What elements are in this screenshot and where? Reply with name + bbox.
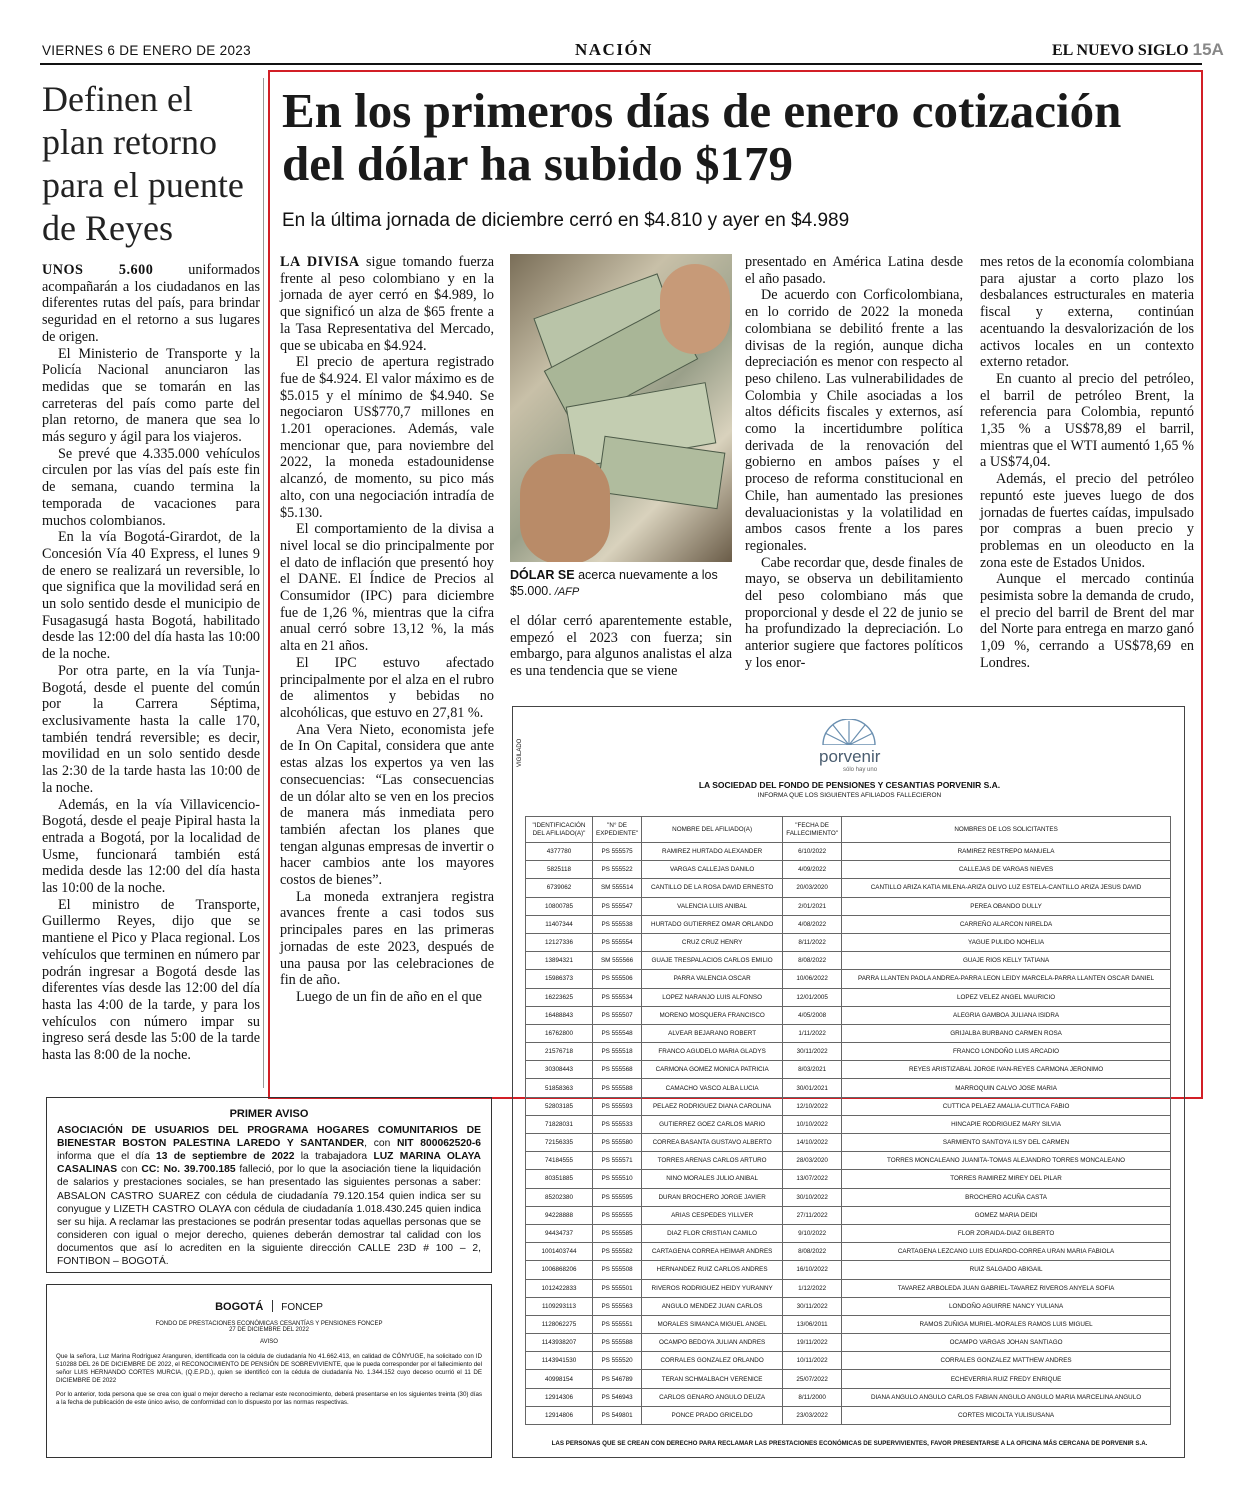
table-cell: MORALES SIMANCA MIGUEL ANGEL	[642, 1315, 783, 1333]
table-cell: 13/07/2022	[783, 1170, 842, 1188]
table-cell: 40998154	[526, 1370, 593, 1388]
main-col-3	[745, 254, 963, 672]
hand-shape	[520, 454, 610, 562]
table-cell: 30/11/2022	[783, 1297, 842, 1315]
table-row	[526, 1043, 1171, 1061]
table-cell: ANGULO MENDEZ JUAN CARLOS	[642, 1297, 783, 1315]
table-cell: TORRES MONCALEANO JUANITA-TOMAS ALEJANDRO TORRES MONCALEANO	[842, 1152, 1171, 1170]
table-cell: 15986373	[526, 970, 593, 988]
hand-shape	[660, 264, 730, 354]
table-cell: MORENO MOSQUERA FRANCISCO	[642, 1006, 783, 1024]
table-cell: 21576718	[526, 1043, 593, 1061]
table-cell: 9/10/2022	[783, 1224, 842, 1242]
table-row	[526, 952, 1171, 970]
table-cell: 12/01/2005	[783, 988, 842, 1006]
table-cell: HINCAPIE RODRIGUEZ MARY SILVIA	[842, 1115, 1171, 1133]
table-cell: CARTAGENA LEZCANO LUIS EDUARDO-CORREA URAN MARIA FABIOLA	[842, 1243, 1171, 1261]
table-cell: 13/06/2011	[783, 1315, 842, 1333]
main-p3: El comportamiento de la divisa a nivel local se dio principalmente por el dato de inflación que presentó hoy el DANE. El Índice de Precios al Consumidor (IPC) para diciembre fue de 1,26 %, mientras que la cifra anual cerró sobre 13,12 %, la más alta en 21 años.	[280, 521, 494, 655]
col-expediente: "N° DE EXPEDIENTE"	[593, 817, 642, 843]
table-cell: ARIAS CESPEDES YILLVER	[642, 1206, 783, 1224]
table-row	[526, 1224, 1171, 1242]
table-cell: 85202380	[526, 1188, 593, 1206]
left-story-p4: En la vía Bogotá-Girardot, de la Concesión Vía 40 Express, el lunes 9 de enero se realizará un reversible, lo que significa que la movilidad será en un solo sentido desde el municipio de Fusagasugá hasta Bogotá, habilitado desde las 12:00 del día hasta las 10:00 de la noche.	[42, 529, 260, 663]
table-cell: CARTAGENA CORREA HEIMAR ANDRES	[642, 1243, 783, 1261]
table-cell: CANTILLO DE LA ROSA DAVID ERNESTO	[642, 879, 783, 897]
table-cell: PS 555580	[593, 1134, 642, 1152]
table-cell: CANTILLO ARIZA KATIA MILENA-ARIZA OLIVO LUZ ESTELA-CANTILLO ARIZA JESUS DAVID	[842, 879, 1171, 897]
table-cell: OCAMPO BEDOYA JULIAN ANDRES	[642, 1334, 783, 1352]
table-row	[526, 1097, 1171, 1115]
table-cell: CAMACHO VASCO ALBA LUCIA	[642, 1079, 783, 1097]
table-cell: HERNANDEZ RUIZ CARLOS ANDRES	[642, 1261, 783, 1279]
table-cell: 74184555	[526, 1152, 593, 1170]
table-cell: PS 546789	[593, 1370, 642, 1388]
table-cell: 1/12/2022	[783, 1279, 842, 1297]
table-cell: 80351885	[526, 1170, 593, 1188]
table-cell: 10/10/2022	[783, 1115, 842, 1133]
table-cell: PEREA OBANDO DULLY	[842, 897, 1171, 915]
table-cell: PS 555554	[593, 933, 642, 951]
left-story-p7: El ministro de Transporte, Guillermo Reyes, dijo que se mantiene el Pico y Placa regional. Los vehículos que terminen en número par podrán ingresar a Bogotá desde las diferentes vías desde las 12:00 del día hasta las 4:00 de la tarde, y para los vehículos con número impar su ingreso será desde las 5:00 de la tarde hasta las 8:00 de la noche.	[42, 896, 260, 1064]
table-cell: SM 555566	[593, 952, 642, 970]
col-id: "IDENTIFICACIÓN DEL AFILIADO(A)"	[526, 817, 593, 843]
table-cell: PS 555568	[593, 1061, 642, 1079]
table-cell: PS 555571	[593, 1152, 642, 1170]
table-cell: GOMEZ MARIA DEIDI	[842, 1206, 1171, 1224]
table-row	[526, 1024, 1171, 1042]
aviso-cc: CC: No. 39.700.185	[141, 1164, 236, 1176]
table-row	[526, 1261, 1171, 1279]
table-cell: PS 555588	[593, 1079, 642, 1097]
table-cell: 8/08/2022	[783, 952, 842, 970]
table-cell: PS 549801	[593, 1406, 642, 1424]
table-cell: 10800785	[526, 897, 593, 915]
table-cell: 4/09/2022	[783, 861, 842, 879]
section-title: NACIÓN	[575, 40, 653, 59]
table-cell: 8/11/2022	[783, 933, 842, 951]
foncep-aviso	[46, 1284, 492, 1458]
table-header-row	[526, 817, 1171, 843]
table-cell: PS 555582	[593, 1243, 642, 1261]
table-cell: PELAEZ RODRIGUEZ DIANA CAROLINA	[642, 1097, 783, 1115]
table-row	[526, 1297, 1171, 1315]
left-story-p1-text: uniformados acompañarán a los ciudadanos en las diferentes rutas del país, para brindar seguridad en el retorno a sus lugares de origen.	[42, 262, 260, 345]
table-cell: CARREÑO ALARCON NIRELDA	[842, 915, 1171, 933]
table-cell: DURAN BROCHERO JORGE JAVIER	[642, 1188, 783, 1206]
table-cell: 12914306	[526, 1388, 593, 1406]
left-story-p5: Por otra parte, en la vía Tunja-Bogotá, desde el puente del común por la Carrera Séptima, exclusivamente hasta la calle 170, también tendrá reversible; es decir, movilidad en un solo sentido desde las 2:30 de la tarde hasta las 10:00 de la noche.	[42, 662, 260, 796]
table-cell: RAMOS ZUÑIGA MURIEL-MORALES RAMOS LUIS MIGUEL	[842, 1315, 1171, 1333]
dollar-photo	[510, 254, 732, 562]
table-cell: TORRES ARENAS CARLOS ARTURO	[642, 1152, 783, 1170]
table-row	[526, 1315, 1171, 1333]
table-row	[526, 1279, 1171, 1297]
table-cell: CORRALES GONZALEZ ORLANDO	[642, 1352, 783, 1370]
table-cell: 6739062	[526, 879, 593, 897]
table-cell: 1109293113	[526, 1297, 593, 1315]
table-cell: ALEGRIA GAMBOA JULIANA ISIDRA	[842, 1006, 1171, 1024]
table-cell: CORREA BASANTA GUSTAVO ALBERTO	[642, 1134, 783, 1152]
table-row	[526, 1388, 1171, 1406]
table-cell: 10/06/2022	[783, 970, 842, 988]
col-nombre: NOMBRE DEL AFILIADO(A)	[642, 817, 783, 843]
table-cell: 16223625	[526, 988, 593, 1006]
table-cell: 11407344	[526, 915, 593, 933]
foncep-date: 27 DE DICIEMBRE DEL 2022	[229, 1327, 309, 1333]
table-cell: 28/03/2020	[783, 1152, 842, 1170]
table-cell: PS 546943	[593, 1388, 642, 1406]
table-cell: PS 555501	[593, 1279, 642, 1297]
table-cell: GUAJE RIOS KELLY TATIANA	[842, 952, 1171, 970]
main-p4: El IPC estuvo afectado principalmente por el alza en el rubro de alimentos y bebidas no alcohólicas, que estuvo en 27,81 %.	[280, 654, 494, 721]
main-c4-p3: Aunque el mercado continúa pesimista sobre la demanda de crudo, el precio del barril de Brent del mar del Norte para entrega en marzo ganó 1,09 %, cerrando a US$78,69 en Londres.	[980, 571, 1194, 671]
foncep-body-2: Por lo anterior, toda persona que se crea con igual o mejor derecho a reclamar este reconocimiento, deberá presentarse en los siguientes treinta (30) días a la fecha de publicación de este único aviso, de conformidad con lo dispuesto por las normas respectivas.	[56, 1391, 482, 1406]
table-cell: 30308443	[526, 1061, 593, 1079]
aviso-text: falleció, por lo que la asociación tiene la liquidación de salarios y prestaciones sociales, se han presentado las siguientes personas a saber: ABSALON CASTRO SUAREZ con cédula de ciudadanía 79.120.154 quien indica ser su conyugue y LIZETH CASTRO OLAYA con cédula de ciudadanía 1.018.430.245 quien indica ser su hija. A reclamar las prestaciones se podrán presentar todas aquellas personas que se consideren con igual o mejor derecho, quienes deberán demostrar tal calidad con los documentos que así lo acrediten en la siguiente dirección CALLE 23D # 100 – 2, FONTIBON – BOGOTÁ.	[57, 1164, 481, 1268]
table-cell: VALENCIA LUIS ANIBAL	[642, 897, 783, 915]
table-cell: 12127336	[526, 933, 593, 951]
main-p5: Ana Vera Nieto, economista jefe de In On Capital, considera que ante estas alzas los expertos ya ven las consecuencias: “Las consecuencias de un dólar alto se ven en los precios de manera más inmediata pero también afectan los planes que tengan algunas empresas de invertir o hacer cambios ante los mayores costos de bienes”.	[280, 721, 494, 889]
aviso-title: PRIMER AVISO	[229, 1108, 309, 1120]
table-row	[526, 1334, 1171, 1352]
table-cell: PS 555520	[593, 1352, 642, 1370]
table-cell: SM 555514	[593, 879, 642, 897]
left-story-headline: Definen el plan retorno para el puente de Reyes	[42, 79, 244, 248]
table-row	[526, 1206, 1171, 1224]
caption-bold: DÓLAR SE	[510, 568, 575, 582]
main-col-4	[980, 254, 1194, 672]
foncep-title: FONDO DE PRESTACIONES ECONÓMICAS CESANTÍAS Y PENSIONES FONCEP	[155, 1321, 383, 1327]
table-cell: CUTTICA PELAEZ AMALIA-CUTTICA FABIO	[842, 1097, 1171, 1115]
aviso-text: , con	[364, 1138, 397, 1150]
table-cell: PARRA LLANTEN PAOLA ANDREA-PARRA LEON LEIDY MARCELA-PARRA LLANTEN OSCAR DANIEL	[842, 970, 1171, 988]
table-cell: 12/10/2022	[783, 1097, 842, 1115]
table-cell: TORRES RAMIREZ MIREY DEL PILAR	[842, 1170, 1171, 1188]
table-cell: YAGUE PULIDO NOHELIA	[842, 933, 1171, 951]
table-cell: PS 555548	[593, 1024, 642, 1042]
main-c4-p2: Además, el precio del petróleo repuntó este jueves luego de dos jornadas de fuertes caídas, impulsado por compras a buen precio y problemas en un oleoducto en la zona este de Estados Unidos.	[980, 471, 1194, 571]
porvenir-tagline: sólo hay uno	[843, 767, 878, 773]
table-cell: CRUZ CRUZ HENRY	[642, 933, 783, 951]
table-cell: PS 555522	[593, 861, 642, 879]
table-cell: TERAN SCHMALBACH VERENICE	[642, 1370, 783, 1388]
table-cell: DIAZ FLOR CRISTIAN CAMILO	[642, 1224, 783, 1242]
table-cell: PS 555563	[593, 1297, 642, 1315]
table-cell: 14/10/2022	[783, 1134, 842, 1152]
vigilado-label: VIGILADO	[517, 738, 523, 767]
table-cell: 23/03/2022	[783, 1406, 842, 1424]
left-story-p3: Se prevé que 4.335.000 vehículos circulen por las vías del país este fin de semana, cuando termina la temporada de vacaciones para muchos colombianos.	[42, 445, 260, 529]
table-cell: 16762800	[526, 1024, 593, 1042]
table-cell: 4/05/2008	[783, 1006, 842, 1024]
table-cell: BROCHERO ACUÑA CASTA	[842, 1188, 1171, 1206]
table-cell: PS 555547	[593, 897, 642, 915]
left-story-body	[42, 262, 260, 1064]
table-row	[526, 1115, 1171, 1133]
table-cell: LOPEZ VELEZ ANGEL MAURICIO	[842, 988, 1171, 1006]
table-cell: 1143938207	[526, 1334, 593, 1352]
table-cell: PS 555518	[593, 1043, 642, 1061]
table-cell: 12914806	[526, 1406, 593, 1424]
table-cell: 1012422833	[526, 1279, 593, 1297]
table-cell: CORRALES GONZALEZ MATTHEW ANDRES	[842, 1352, 1171, 1370]
table-cell: CALLEJAS DE VARGAS NIEVES	[842, 861, 1171, 879]
table-cell: RAMIREZ HURTADO ALEXANDER	[642, 843, 783, 861]
table-cell: FRANCO AGUDELO MARIA GLADYS	[642, 1043, 783, 1061]
table-cell: PS 555506	[593, 970, 642, 988]
caption-text: acerca nuevamente a los $5.000.	[510, 568, 718, 598]
table-cell: PONCE PRADO GRICELDO	[642, 1406, 783, 1424]
table-cell: ECHEVERRIA RUIZ FREDY ENRIQUE	[842, 1370, 1171, 1388]
table-cell: 8/03/2021	[783, 1061, 842, 1079]
table-cell: 72156335	[526, 1134, 593, 1152]
main-lead: LA DIVISA	[280, 254, 360, 270]
table-cell: RUIZ SALGADO ABIGAIL	[842, 1261, 1171, 1279]
table-cell: 16488843	[526, 1006, 593, 1024]
table-cell: PS 555538	[593, 915, 642, 933]
table-row	[526, 1061, 1171, 1079]
table-cell: NINO MORALES JULIO ANIBAL	[642, 1170, 783, 1188]
main-col-2	[510, 613, 732, 680]
table-cell: SARMIENTO SANTOYA ILSY DEL CARMEN	[842, 1134, 1171, 1152]
table-cell: ALVEAR BEJARANO ROBERT	[642, 1024, 783, 1042]
porvenir-ad	[512, 706, 1185, 1458]
table-cell: PS 555588	[593, 1334, 642, 1352]
table-cell: 2/01/2021	[783, 897, 842, 915]
table-cell: GRIJALBA BURBANO CARMEN ROSA	[842, 1024, 1171, 1042]
table-row	[526, 915, 1171, 933]
main-p1	[280, 254, 494, 354]
table-row	[526, 1243, 1171, 1261]
left-story-lead: UNOS 5.600	[42, 262, 154, 278]
logo-divider	[272, 1300, 273, 1312]
table-cell: 19/11/2022	[783, 1334, 842, 1352]
table-cell: GUAJE TRESPALACIOS CARLOS EMILIO	[642, 952, 783, 970]
primer-aviso	[46, 1097, 492, 1273]
table-cell: TAVAREZ ARBOLEDA JUAN GABRIEL-TAVAREZ RIVEROS ANYELA SOFIA	[842, 1279, 1171, 1297]
col-solicitantes: NOMBRES DE LOS SOLICITANTES	[842, 817, 1171, 843]
table-cell: GUTIERREZ GOEZ CARLOS MARIO	[642, 1115, 783, 1133]
foncep-aviso-label: AVISO	[260, 1339, 278, 1345]
table-cell: CARMONA GOMEZ MONICA PATRICIA	[642, 1061, 783, 1079]
table-cell: 1/11/2022	[783, 1024, 842, 1042]
aviso-date: 13 de septiembre de 2022	[156, 1151, 295, 1163]
table-cell: 20/03/2020	[783, 879, 842, 897]
table-cell: PS 555510	[593, 1170, 642, 1188]
table-cell: PS 555551	[593, 1315, 642, 1333]
main-c3-p1: De acuerdo con Corficolombiana, en lo corrido de 2022 la moneda colombiana se debilitó frente a las divisas de la región, aunque dicha depreciación es menor con respecto al peso chileno. Las vulnerabilidades de Colombia y Chile asociadas a los altos déficits fiscales y externos, así como la incertidumbre política derivada de la renovación del gobierno en ambos países y el proceso de reforma constitucional en Chile, han aumentado las presiones devaluacionistas y la volatilidad en ambos casos frente a los pares regionales.	[745, 287, 963, 554]
table-cell: CORTES MICOLTA YULISUSANA	[842, 1406, 1171, 1424]
table-row	[526, 1152, 1171, 1170]
aviso-text: con	[117, 1164, 142, 1176]
caption-credit: /AFP	[551, 586, 580, 598]
table-cell: PS 555585	[593, 1224, 642, 1242]
column-rule	[263, 78, 264, 1088]
table-row	[526, 1188, 1171, 1206]
table-row	[526, 861, 1171, 879]
table-row	[526, 1370, 1171, 1388]
left-story-p1	[42, 262, 260, 346]
table-cell: 1143941530	[526, 1352, 593, 1370]
aviso-body	[57, 1124, 481, 1268]
main-c2-p1: el dólar cerró aparentemente estable, empezó el 2023 con fuerza; sin embargo, para algunos analistas el alza es una tendencia que se viene	[510, 613, 732, 680]
deceased-table	[525, 816, 1171, 1425]
table-cell: 4377780	[526, 843, 593, 861]
main-p7: Luego de un fin de año en el que	[296, 988, 482, 1005]
header-rule	[40, 63, 1202, 65]
table-cell: 30/01/2021	[783, 1079, 842, 1097]
table-cell: PS 555533	[593, 1115, 642, 1133]
porvenir-logo: porvenir	[819, 747, 881, 766]
table-row	[526, 843, 1171, 861]
main-p6: La moneda extranjera registra avances frente a casi todos sus principales pares en las primeras jornadas de este 2023, después de una pausa por las celebraciones de fin de año.	[280, 888, 494, 989]
photo-caption	[510, 567, 732, 600]
table-cell: PARRA VALENCIA OSCAR	[642, 970, 783, 988]
main-c4-p1: En cuanto al precio del petróleo, el barril de petróleo Brent, la referencia para Colombia, repuntó 1,35 % a US$78,89 el barril, mientras que el WTI aumentó 1,65 % a US$74,04.	[980, 370, 1194, 471]
masthead-name: EL NUEVO SIGLO	[1052, 42, 1189, 59]
main-c3-p2: Cabe recordar que, desde finales de mayo, se observa un debilitamiento del peso colombiano más que proporcional y desde el 22 de junio se ha profundizado la depreciación. Lo anterior sugiere que factores políticos y los enor-	[745, 554, 963, 671]
table-cell: 1001403744	[526, 1243, 593, 1261]
table-body	[526, 843, 1171, 1425]
table-cell: DIANA ANGULO ANGULO CARLOS FABIAN ANGULO ANGULO MARIA MARCELINA ANGULO	[842, 1388, 1171, 1406]
bill-shape	[597, 436, 726, 509]
table-cell: PS 555534	[593, 988, 642, 1006]
table-cell: 94434737	[526, 1224, 593, 1242]
table-row	[526, 897, 1171, 915]
table-cell: RIVEROS RODRIGUEZ HEIDY YURANNY	[642, 1279, 783, 1297]
table-cell: 8/08/2022	[783, 1243, 842, 1261]
porvenir-sun-icon	[819, 719, 879, 745]
page-number: 15A	[1192, 40, 1224, 59]
table-cell: 30/11/2022	[783, 1043, 842, 1061]
table-cell: HURTADO GUTIERREZ OMAR ORLANDO	[642, 915, 783, 933]
table-row	[526, 879, 1171, 897]
table-cell: CARLOS GENARO ANGULO DEUZA	[642, 1388, 783, 1406]
table-cell: PS 555575	[593, 843, 642, 861]
left-story-p2: El Ministerio de Transporte y la Policía Nacional anunciaron las medidas que se tomarán en las carreteras del país como parte del plan retorno, de manera que sea lo más seguro y ágil para los viajeros.	[42, 345, 260, 446]
table-cell: PS 555555	[593, 1206, 642, 1224]
table-cell: LOPEZ NARANJO LUIS ALFONSO	[642, 988, 783, 1006]
table-cell: 10/11/2022	[783, 1352, 842, 1370]
aviso-text: la trabajadora	[294, 1151, 374, 1163]
table-cell: 5825118	[526, 861, 593, 879]
table-cell: 52803185	[526, 1097, 593, 1115]
porvenir-title: LA SOCIEDAD DEL FONDO DE PENSIONES Y CESANTIAS PORVENIR S.A.	[698, 780, 1001, 790]
table-cell: 4/08/2022	[783, 915, 842, 933]
main-headline: En los primeros días de enero cotización del dólar ha subido $179	[282, 83, 1122, 191]
bogota-logo: BOGOTÁ	[215, 1301, 264, 1313]
main-subhead: En la última jornada de diciembre cerró en $4.810 y ayer en $4.989	[282, 210, 850, 231]
table-cell: RAMIREZ RESTREPO MANUELA	[842, 843, 1171, 861]
table-cell: 30/10/2022	[783, 1188, 842, 1206]
table-cell: 1006868206	[526, 1261, 593, 1279]
table-cell: FLOR ZORAIDA-DIAZ GILBERTO	[842, 1224, 1171, 1242]
table-cell: REYES ARISTIZABAL JORGE IVAN-REYES CARMONA JERONIMO	[842, 1061, 1171, 1079]
foncep-logo	[56, 1297, 482, 1315]
table-cell: 8/11/2000	[783, 1388, 842, 1406]
aviso-text: informa que el día	[57, 1151, 156, 1163]
table-row	[526, 1134, 1171, 1152]
main-c3-p0: presentado en América Latina desde el año pasado.	[745, 254, 963, 287]
table-cell: 25/07/2022	[783, 1370, 842, 1388]
table-row	[526, 988, 1171, 1006]
table-cell: PS 555507	[593, 1006, 642, 1024]
table-row	[526, 1006, 1171, 1024]
masthead	[1052, 40, 1224, 60]
table-row	[526, 1352, 1171, 1370]
main-p2: El precio de apertura registrado fue de $4.924. El valor máximo es de $5.015 y el mínimo de $4.940. Se negociaron US$770,7 millones en 1.201 operaciones. Además, vale mencionar que, para noviembre del 2022, la moneda estadounidense alcanzó, de momento, su pico más alto, con una negociación intradía de $5.130.	[280, 354, 494, 521]
table-row	[526, 1170, 1171, 1188]
table-cell: 6/10/2022	[783, 843, 842, 861]
table-cell: 16/10/2022	[783, 1261, 842, 1279]
table-cell: FRANCO LONDOÑO LUIS ARCADIO	[842, 1043, 1171, 1061]
table-cell: 1128062275	[526, 1315, 593, 1333]
aviso-nit: NIT 800062520-6	[397, 1138, 481, 1150]
table-cell: OCAMPO VARGAS JOHAN SANTIAGO	[842, 1334, 1171, 1352]
col-fecha: "FECHA DE FALLECIMIENTO"	[783, 817, 842, 843]
table-cell: 13894321	[526, 952, 593, 970]
header-date: VIERNES 6 DE ENERO DE 2023	[42, 43, 251, 58]
main-c4-p0: mes retos de la economía colombiana para ajustar a corto plazo los desbalances estructurales en materia fiscal y externa, continúan acentuando la desvalorización de los activos locales en un contexto externo retador.	[980, 254, 1194, 371]
table-cell: 71828031	[526, 1115, 593, 1133]
aviso-org: ASOCIACIÓN DE USUARIOS DEL PROGRAMA HOGARES COMUNITARIOS DE BIENESTAR BOSTON PALESTINA LAREDO Y SANTANDER	[57, 1125, 481, 1150]
main-p1-text: sigue tomando fuerza frente al peso colombiano y en la jornada de ayer cerró en $4.989, lo que significó un alza de $65 frente a la Tasa Representativa del Mercado, que se ubicaba en $4.924.	[280, 254, 494, 354]
table-row	[526, 1406, 1171, 1424]
left-story	[42, 78, 260, 1064]
table-row	[526, 970, 1171, 988]
table-cell: PS 555595	[593, 1188, 642, 1206]
table-cell: LONDOÑO AGUIRRE NANCY YULIANA	[842, 1297, 1171, 1315]
left-story-p6: Además, en la vía Villavicencio-Bogotá, desde el peaje Pipiral hasta la entrada a Bogotá, por la localidad de Usme, funcionará también está medida desde las 12:00 del día hasta las 10:00 de la noche.	[42, 796, 260, 897]
porvenir-footer: LAS PERSONAS QUE SE CREAN CON DERECHO PARA RECLAMAR LAS PRESTACIONES ECONÓMICAS DE SUPERVIVIENTES, FAVOR PRESENTARSE A LA OFICINA MÁS CERCANA DE PORVENIR S.A.	[551, 1440, 1148, 1447]
table-cell: PS 555593	[593, 1097, 642, 1115]
table-cell: 94228888	[526, 1206, 593, 1224]
table-cell: 27/11/2022	[783, 1206, 842, 1224]
table-cell: MARROQUIN CALVO JOSE MARIA	[842, 1079, 1171, 1097]
aviso-worker: LUZ MARINA OLAYA CASALINAS	[57, 1151, 481, 1176]
porvenir-subtitle: INFORMA QUE LOS SIGUIENTES AFILIADOS FALLECIERON	[757, 792, 942, 799]
table-row	[526, 1079, 1171, 1097]
table-row	[526, 933, 1171, 951]
foncep-body-1: Que la señora, Luz Marina Rodríguez Aranguren, identificada con la cédula de ciudadanía No 41.662.413, en calidad de CÓNYUGE, ha solicitado con ID 510288 DEL 26 DE DICIEMBRE DE 2022, el RECONOCIMIENTO DE PENSIÓN DE SOBREVIVIENTE, que le pueda corresponder por el fallecimiento del señor LUIS HERNANDO CORTES MURCIA, (Q.E.P.D.), quien se identificó con la cédula de ciudadanía No. 1.344.152 cuyo deceso ocurrió el 11 DE DICIEMBRE DE 2022	[56, 1353, 482, 1384]
table-cell: VARGAS CALLEJAS DANILO	[642, 861, 783, 879]
foncep-logo-text: FONCEP	[281, 1302, 323, 1313]
table-cell: PS 555508	[593, 1261, 642, 1279]
table-cell: 51858363	[526, 1079, 593, 1097]
main-col-1	[280, 254, 494, 1006]
